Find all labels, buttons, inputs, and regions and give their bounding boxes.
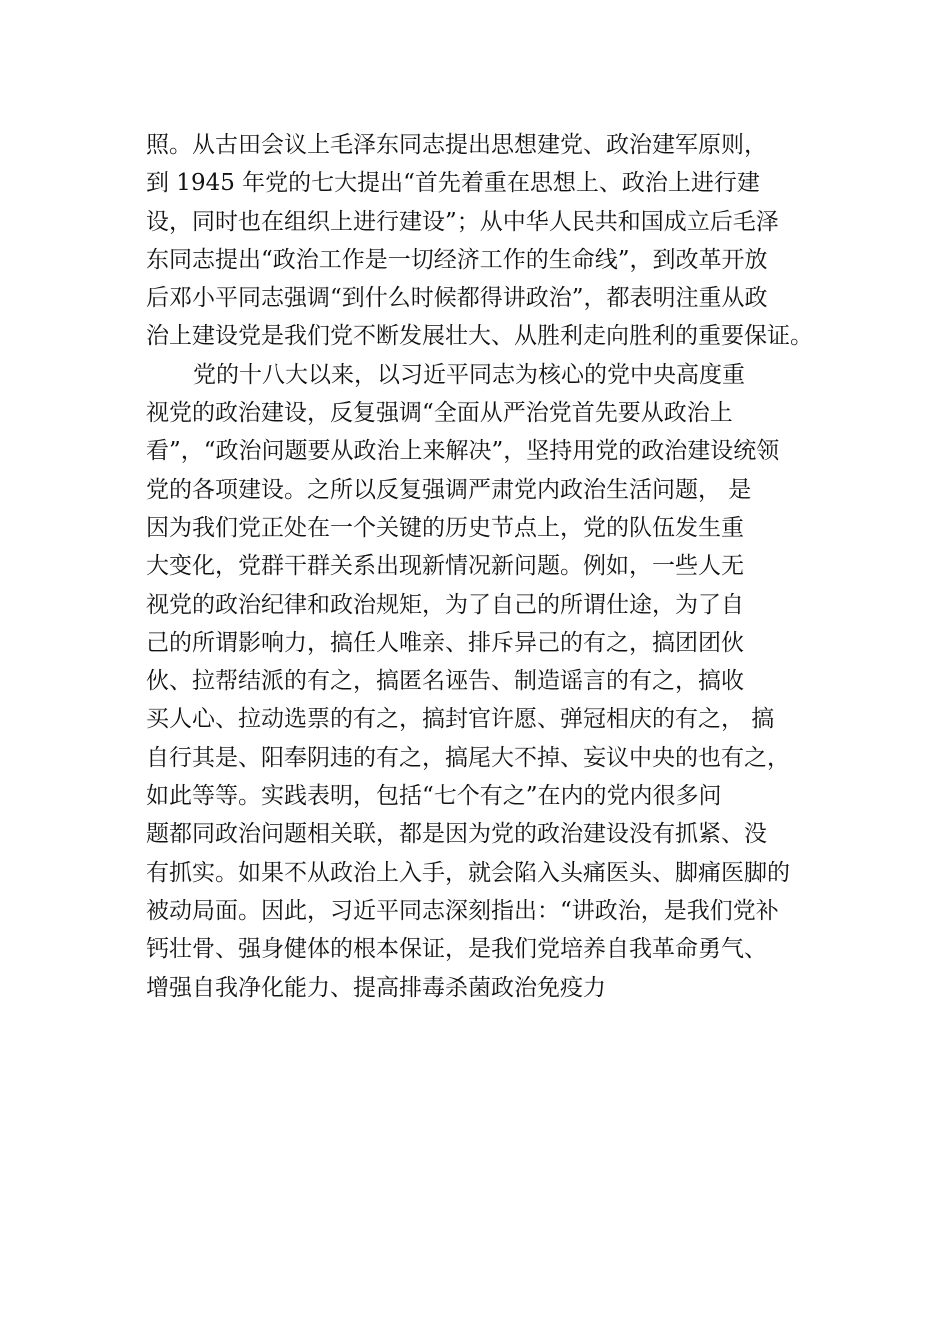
text-line: 照。从古田会议上毛泽东同志提出思想建党、政治建军原则， [146, 132, 767, 158]
text-line: 视党的政治纪律和政治规矩，为了自己的所谓仕途，为了自 [146, 591, 744, 618]
text-line: 钙壮骨、强身健体的根本保证，是我们党培养自我革命勇气、 [146, 936, 767, 963]
body-text [146, 126, 836, 1007]
text-line: 治上建设党是我们党不断发展壮大、从胜利走向胜利的重要保证。 [146, 323, 813, 350]
text-line: 自行其是、阳奉阴违的有之，搞尾大不掉、妄议中央的也有之， [146, 744, 790, 771]
text-line: 增强自我净化能力、提高排毒杀菌政治免疫力 [146, 974, 606, 1001]
text-line: 因为我们党正处在一个关键的历史节点上，党的队伍发生重 [146, 514, 744, 541]
text-line: 如此等等。实践表明，包括“七个有之”在内的党内很多问 [146, 783, 722, 810]
text-line: 设，同时也在组织上进行建设”；从中华人民共和国成立后毛泽 [146, 208, 779, 235]
text-line: 到 1945 年党的七大提出“首先着重在思想上、政治上进行建 [146, 170, 760, 197]
text-line: 党的各项建设。之所以反复强调严肃党内政治生活问题， 是 [146, 476, 752, 503]
text-line: 东同志提出“政治工作是一切经济工作的生命线”，到改革开放 [146, 246, 768, 273]
text-line: 看”，“政治问题要从政治上来解决”，坚持用党的政治建设统领 [146, 438, 780, 465]
text-line: 己的所谓影响力，搞任人唯亲、排斥异己的有之，搞团团伙 [146, 629, 744, 656]
text-line: 被动局面。因此，习近平同志深刻指出：“讲政治，是我们党补 [146, 897, 779, 924]
text-line: 伙、拉帮结派的有之，搞匿名诬告、制造谣言的有之，搞收 [146, 668, 744, 695]
text-line: 后邓小平同志强调“到什么时候都得讲政治”，都表明注重从政 [146, 285, 768, 312]
text-line: 视党的政治建设，反复强调“全面从严治党首先要从政治上 [146, 400, 733, 427]
text-line: 党的十八大以来，以习近平同志为核心的党中央高度重 [193, 361, 745, 388]
text-line: 大变化，党群干群关系出现新情况新问题。例如，一些人无 [146, 553, 744, 580]
text-line: 题都同政治问题相关联，都是因为党的政治建设没有抓紧、没 [146, 821, 767, 848]
text-line: 有抓实。如果不从政治上入手，就会陷入头痛医头、脚痛医脚的 [146, 859, 790, 886]
text-line: 买人心、拉动选票的有之，搞封官许愿、弹冠相庆的有之， 搞 [146, 706, 775, 733]
